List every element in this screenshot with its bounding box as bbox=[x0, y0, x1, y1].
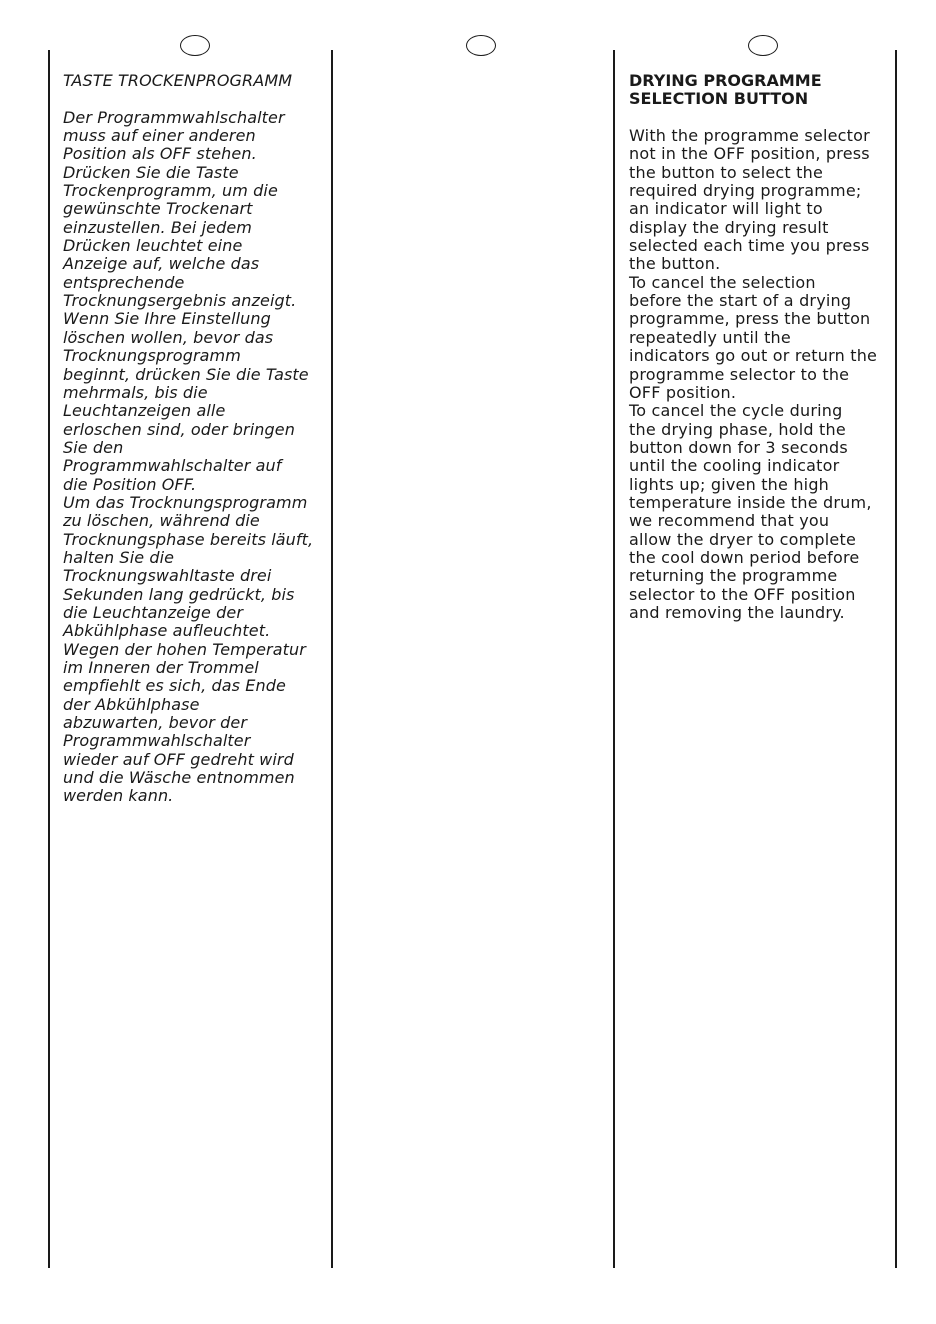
german-column bbox=[63, 72, 327, 806]
language-marker-oval-english bbox=[748, 35, 778, 56]
english-column bbox=[629, 72, 891, 622]
english-text-line: To cancel the selection bbox=[629, 272, 816, 292]
german-text-line: Um das Trocknungsprogramm bbox=[63, 492, 308, 512]
german-text-line: und die Wäsche entnommen bbox=[63, 768, 295, 788]
english-text-line: required drying programme; bbox=[629, 181, 862, 201]
english-text-line: button down for 3 seconds bbox=[629, 437, 848, 457]
english-text-line: display the drying result bbox=[629, 217, 829, 237]
english-text-line: the cool down period before bbox=[629, 547, 860, 567]
english-text-line: the button. bbox=[629, 254, 721, 274]
german-text-line: Sekunden lang gedrückt, bis bbox=[63, 584, 295, 604]
english-text-line: and removing the laundry. bbox=[629, 602, 845, 622]
german-text-line: zu löschen, während die bbox=[63, 511, 260, 531]
german-text-line: gewünschte Trockenart bbox=[63, 199, 253, 219]
german-text-line: mehrmals, bis die bbox=[63, 382, 208, 402]
german-text-line: Trockenprogramm, um die bbox=[63, 181, 278, 201]
english-text-line: programme selector to the bbox=[629, 364, 850, 384]
english-heading-line: SELECTION BUTTON bbox=[629, 89, 809, 109]
german-text-line: Drücken Sie die Taste bbox=[63, 162, 239, 182]
english-text-line: an indicator will light to bbox=[629, 199, 823, 219]
german-text-line: abzuwarten, bevor der bbox=[63, 713, 247, 733]
german-text-line: wieder auf OFF gedreht wird bbox=[63, 749, 294, 769]
english-text-line: To cancel the cycle during bbox=[629, 401, 843, 421]
english-text-line: repeatedly until the bbox=[629, 327, 791, 347]
english-text-line: allow the dryer to complete bbox=[629, 529, 856, 549]
column-rule-right bbox=[895, 50, 897, 1268]
german-text-line: Programmwahlschalter auf bbox=[63, 456, 282, 476]
german-text-line: Wegen der hohen Temperatur bbox=[63, 639, 306, 659]
german-text-line: Der Programmwahlschalter bbox=[63, 107, 285, 127]
english-text-line: lights up; given the high bbox=[629, 474, 830, 494]
column-rule-center-right bbox=[613, 50, 615, 1268]
english-text-line: temperature inside the drum, bbox=[629, 492, 872, 512]
english-heading bbox=[629, 72, 891, 109]
german-text-line: einzustellen. Bei jedem bbox=[63, 217, 252, 237]
english-text-line: OFF position. bbox=[629, 382, 737, 402]
column-rule-left bbox=[48, 50, 50, 1268]
german-text-line: Anzeige auf, welche das bbox=[63, 254, 260, 274]
german-text-line: empfiehlt es sich, das Ende bbox=[63, 676, 286, 696]
german-text-line: Abkühlphase aufleuchtet. bbox=[63, 621, 271, 641]
column-rule-center-left bbox=[331, 50, 333, 1268]
english-text-line: the button to select the bbox=[629, 162, 824, 182]
english-text-line: until the cooling indicator bbox=[629, 456, 840, 476]
english-text-line: With the programme selector bbox=[629, 126, 870, 146]
german-text-line: Sie den bbox=[63, 437, 124, 457]
german-text-line: im Inneren der Trommel bbox=[63, 658, 259, 677]
german-text-line: Trocknungsprogramm bbox=[63, 346, 241, 366]
english-text-line: indicators go out or return the bbox=[629, 346, 878, 366]
language-marker-oval-middle bbox=[466, 35, 496, 56]
german-text-line: entsprechende bbox=[63, 272, 185, 292]
german-text-line: Trocknungsergebnis anzeigt. bbox=[63, 291, 297, 311]
german-text-line: werden kann. bbox=[63, 786, 174, 806]
german-text-line: muss auf einer anderen bbox=[63, 126, 256, 146]
english-text-line: the drying phase, hold the bbox=[629, 419, 846, 439]
german-text-line: löschen wollen, bevor das bbox=[63, 327, 274, 347]
german-text-line: der Abkühlphase bbox=[63, 694, 200, 714]
german-text-line: halten Sie die bbox=[63, 547, 175, 567]
german-text-line: die Position OFF. bbox=[63, 474, 197, 494]
german-heading: TASTE TROCKENPROGRAMM bbox=[63, 71, 293, 90]
english-text-line: selected each time you press bbox=[629, 236, 870, 256]
german-text-line: Programmwahlschalter bbox=[63, 731, 251, 751]
language-marker-oval-german bbox=[180, 35, 210, 56]
english-text-line: we recommend that you bbox=[629, 511, 830, 531]
german-text-line: die Leuchtanzeige der bbox=[63, 602, 244, 622]
english-text-line: returning the programme bbox=[629, 566, 838, 586]
german-text-line: beginnt, drücken Sie die Taste bbox=[63, 364, 309, 384]
english-heading-line: DRYING PROGRAMME bbox=[629, 71, 822, 90]
german-text-line: Drücken leuchtet eine bbox=[63, 236, 243, 256]
german-text-line: Wenn Sie Ihre Einstellung bbox=[63, 309, 271, 329]
english-text-line: selector to the OFF position bbox=[629, 584, 856, 604]
english-text-line: programme, press the button bbox=[629, 309, 871, 329]
german-text-line: Trocknungswahltaste drei bbox=[63, 566, 272, 586]
german-body-text bbox=[63, 109, 327, 806]
german-text-line: Trocknungsphase bereits läuft, bbox=[63, 529, 314, 549]
english-text-line: before the start of a drying bbox=[629, 291, 852, 311]
german-text-line: Position als OFF stehen. bbox=[63, 144, 257, 164]
german-text-line: erloschen sind, oder bringen bbox=[63, 419, 295, 439]
german-text-line: Leuchtanzeigen alle bbox=[63, 401, 226, 421]
english-body-text bbox=[629, 127, 891, 622]
english-text-line: not in the OFF position, press bbox=[629, 144, 870, 164]
